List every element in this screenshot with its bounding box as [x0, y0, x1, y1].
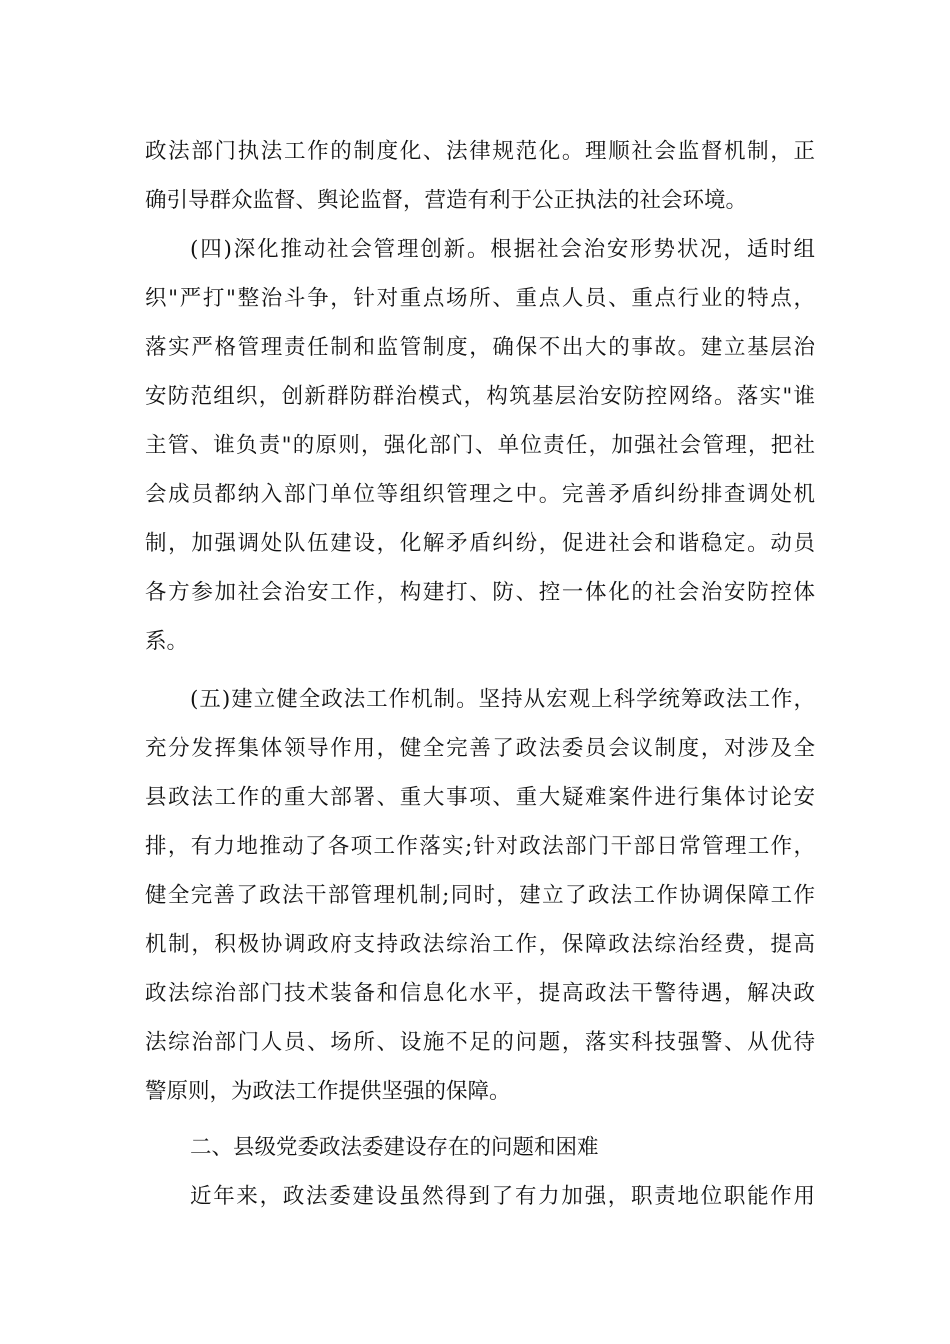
- text-line: 县政法工作的重大部署、重大事项、重大疑难案件进行集体讨论安: [145, 785, 815, 810]
- section-heading: 二、县级党委政法委建设存在的问题和困难: [190, 1135, 599, 1160]
- text-line: 安防范组织，创新群防群治模式，构筑基层治安防控网络。落实"谁: [145, 384, 815, 409]
- text-line: 排，有力地推动了各项工作落实;针对政法部门干部日常管理工作，: [145, 834, 815, 859]
- text-line: 政法综治部门技术装备和信息化水平，提高政法干警待遇，解决政: [145, 981, 815, 1006]
- paragraph-start-line: (四)深化推动社会管理创新。根据社会治安形势状况，适时组: [190, 237, 815, 262]
- text-line: 法综治部门人员、场所、设施不足的问题，落实科技强警、从优待: [145, 1030, 815, 1055]
- text-line: 机制，积极协调政府支持政法综治工作，保障政法综治经费，提高: [145, 932, 815, 957]
- text-line: 制，加强调处队伍建设，化解矛盾纠纷，促进社会和谐稳定。动员: [145, 531, 815, 556]
- paragraph-start-line: 近年来，政法委建设虽然得到了有力加强，职责地位职能作用: [190, 1184, 815, 1209]
- text-line: 织"严打"整治斗争，针对重点场所、重点人员、重点行业的特点，: [145, 286, 815, 311]
- text-line: 警原则，为政法工作提供坚强的保障。: [145, 1079, 511, 1104]
- text-line: 各方参加社会治安工作，构建打、防、控一体化的社会治安防控体: [145, 580, 815, 605]
- text-line: 充分发挥集体领导作用，健全完善了政法委员会议制度，对涉及全: [145, 736, 815, 761]
- text-line: 确引导群众监督、舆论监督，营造有利于公正执法的社会环境。: [145, 188, 748, 213]
- text-line: 主管、谁负责"的原则，强化部门、单位责任，加强社会管理，把社: [145, 433, 815, 458]
- text-line: 政法部门执法工作的制度化、法律规范化。理顺社会监督机制，正: [145, 139, 815, 164]
- paragraph-start-line: (五)建立健全政法工作机制。坚持从宏观上科学统筹政法工作，: [190, 687, 815, 712]
- text-line: 系。: [145, 629, 189, 654]
- text-line: 健全完善了政法干部管理机制;同时，建立了政法工作协调保障工作: [145, 883, 815, 908]
- text-line: 落实严格管理责任制和监管制度，确保不出大的事故。建立基层治: [145, 335, 815, 360]
- text-line: 会成员都纳入部门单位等组织管理之中。完善矛盾纠纷排查调处机: [145, 482, 815, 507]
